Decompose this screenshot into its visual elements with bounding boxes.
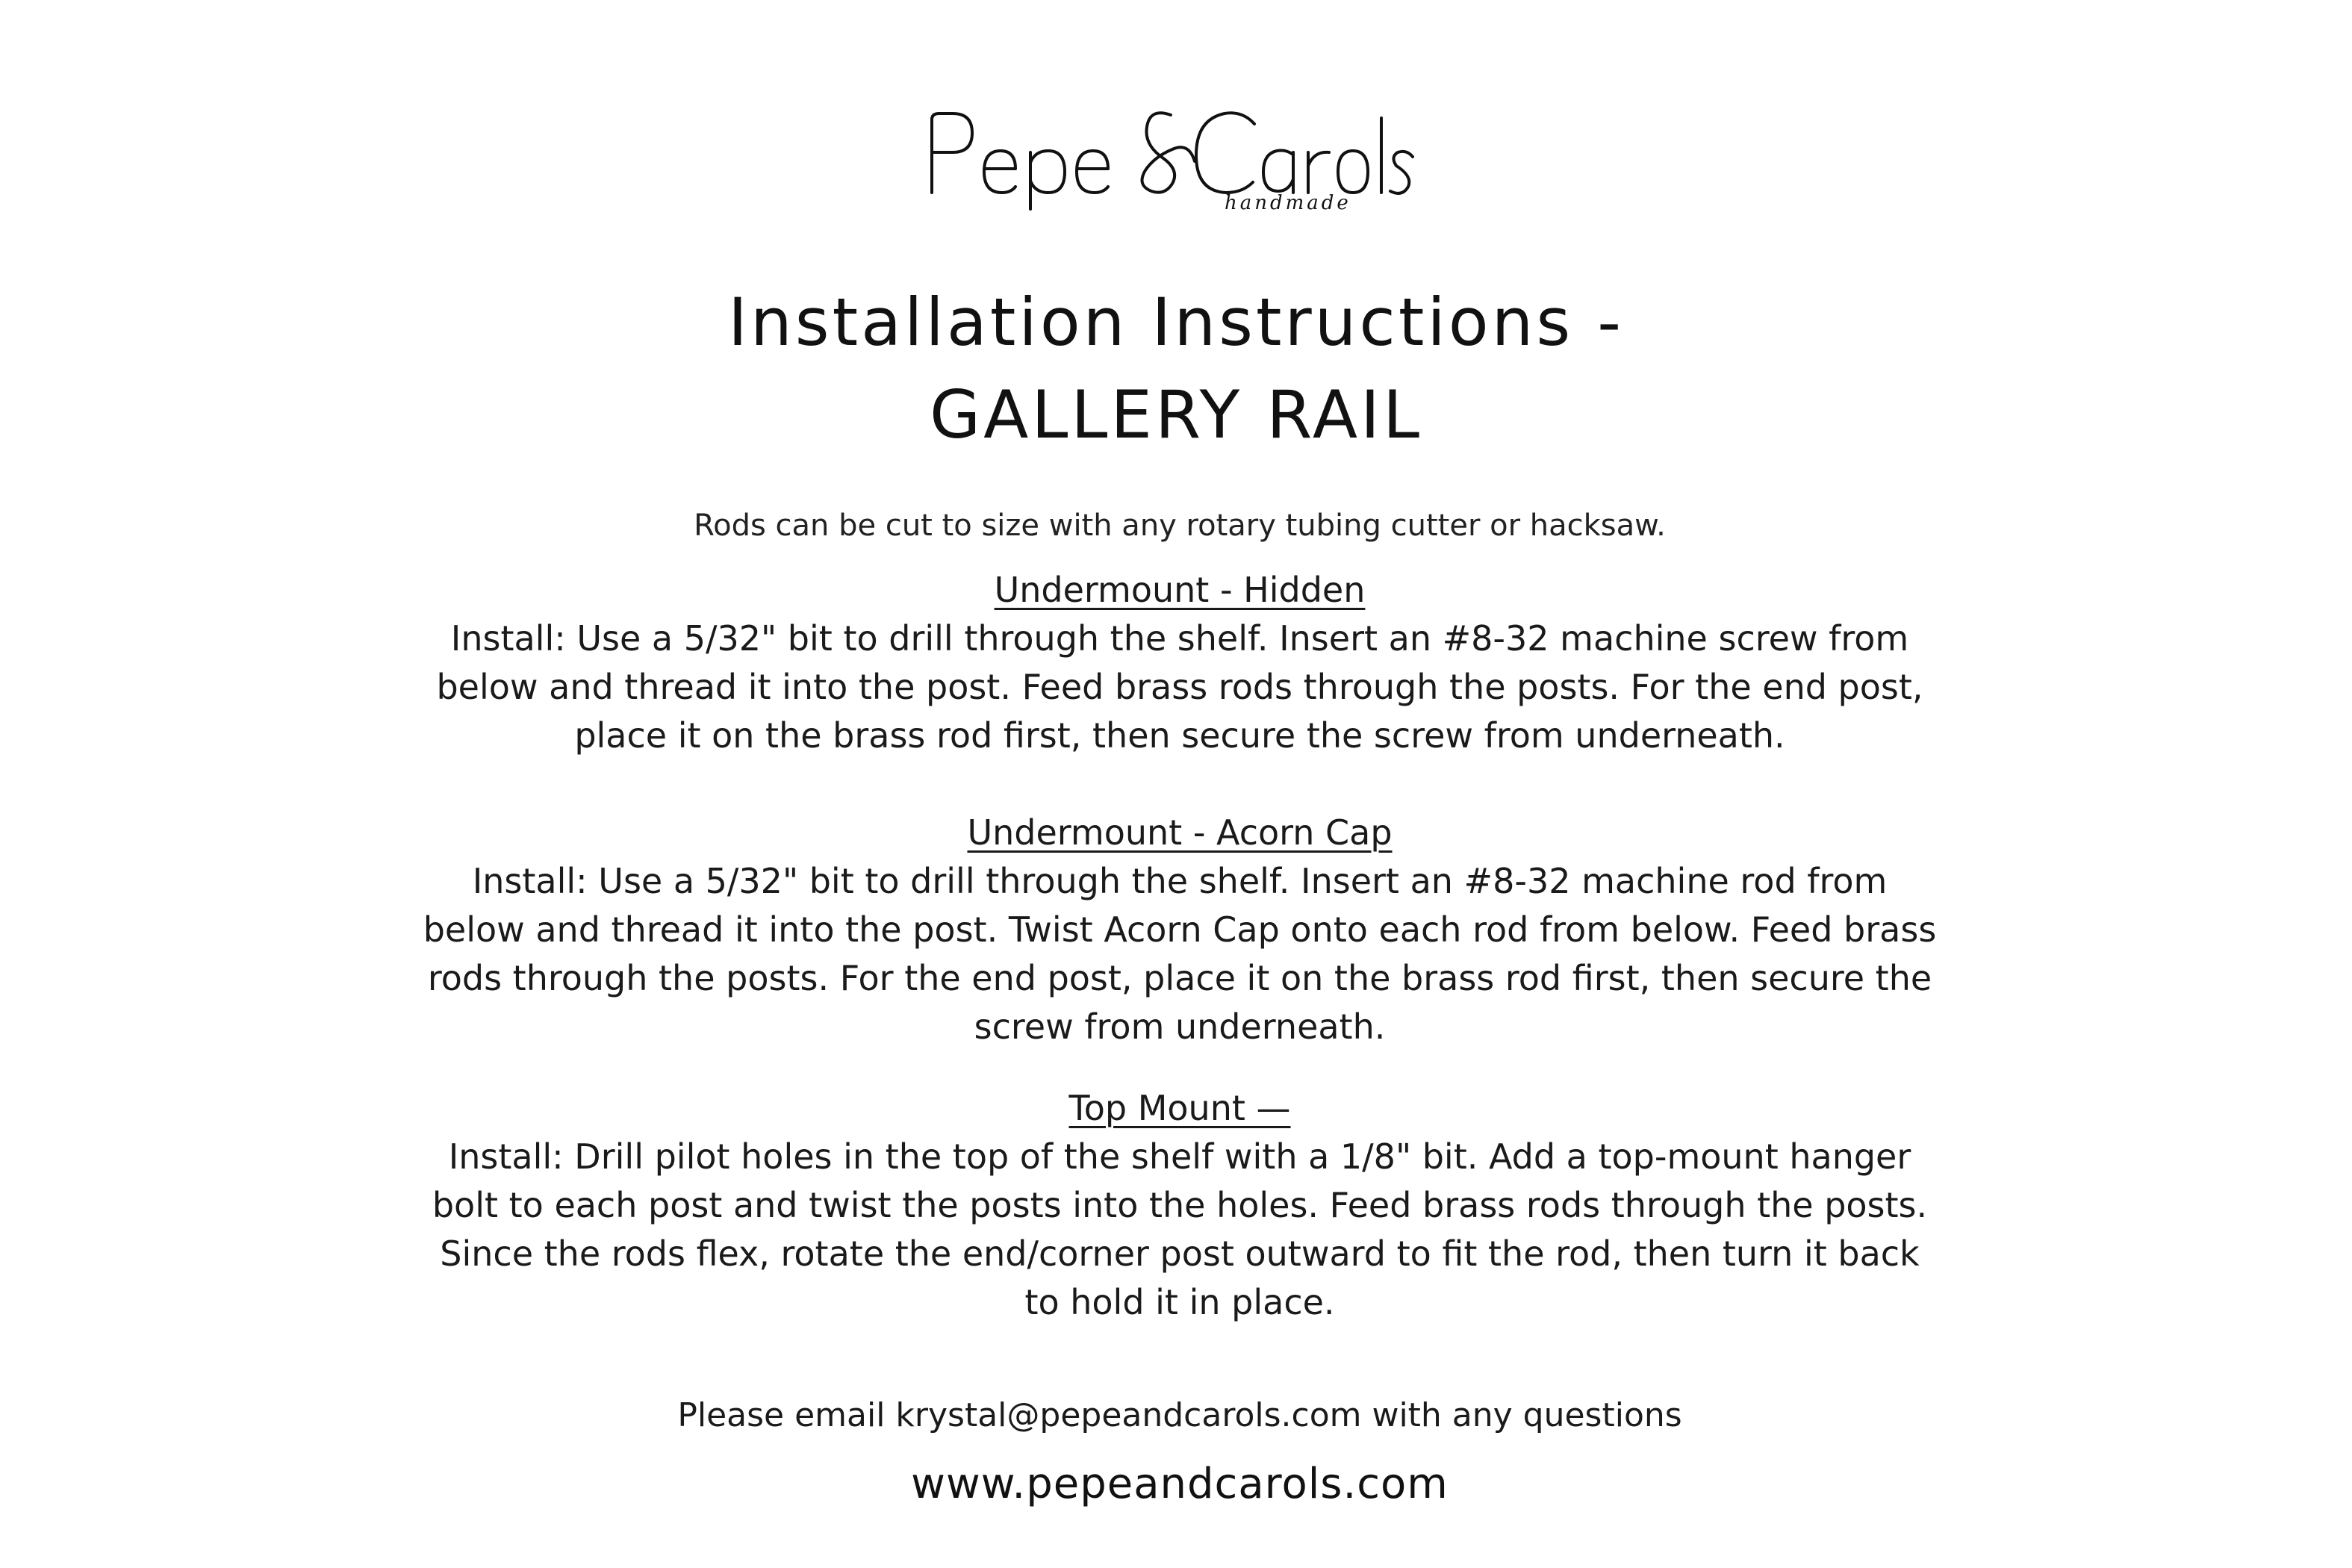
section-body: Install: Drill pilot holes in the top of the shelf with a 1/8" bit. Add a top-mount hanger bolt to each post and twist the posts into the holes. Feed brass rods through the posts. Since the rods flex, rotate the end/corner post outward to fit the rod, then turn it back to hold it in place. bbox=[432, 1136, 1928, 1322]
brand-logo-graphic bbox=[926, 97, 1426, 217]
intro-note: Rods can be cut to size with any rotary tubing cutter or hacksaw. bbox=[694, 508, 1666, 543]
section-heading: Undermount - Hidden bbox=[994, 570, 1366, 610]
contact-note: Please email krystal@pepeandcarols.com with any questions bbox=[677, 1396, 1682, 1434]
section-undermount-hidden bbox=[418, 566, 1941, 760]
section-top-mount bbox=[418, 1084, 1941, 1327]
brand-logo bbox=[926, 97, 1426, 217]
title-line-1: Installation Instructions - bbox=[728, 284, 1624, 361]
title-line-2: GALLERY RAIL bbox=[929, 376, 1423, 453]
website-link[interactable]: www.pepeandcarols.com bbox=[911, 1460, 1449, 1508]
page-title bbox=[0, 276, 2352, 461]
section-body: Install: Use a 5/32" bit to drill through the shelf. Insert an #8-32 machine rod from below and thread it into the post. Twist Acorn Cap onto each rod from below. Feed brass rods through the posts. For the end post, place it on the brass rod first, then secure the screw from underneath. bbox=[423, 861, 1937, 1047]
section-undermount-acorn-cap bbox=[418, 809, 1941, 1051]
section-body: Install: Use a 5/32" bit to drill through the shelf. Insert an #8-32 machine screw from below and thread it into the post. Feed brass rods through the posts. For the end post, place it on the brass rod first, then secure the screw from underneath. bbox=[436, 618, 1923, 756]
section-heading: Undermount - Acorn Cap bbox=[967, 812, 1393, 853]
brand-tagline: handmade bbox=[1225, 192, 1351, 214]
section-heading: Top Mount — bbox=[1068, 1088, 1291, 1128]
